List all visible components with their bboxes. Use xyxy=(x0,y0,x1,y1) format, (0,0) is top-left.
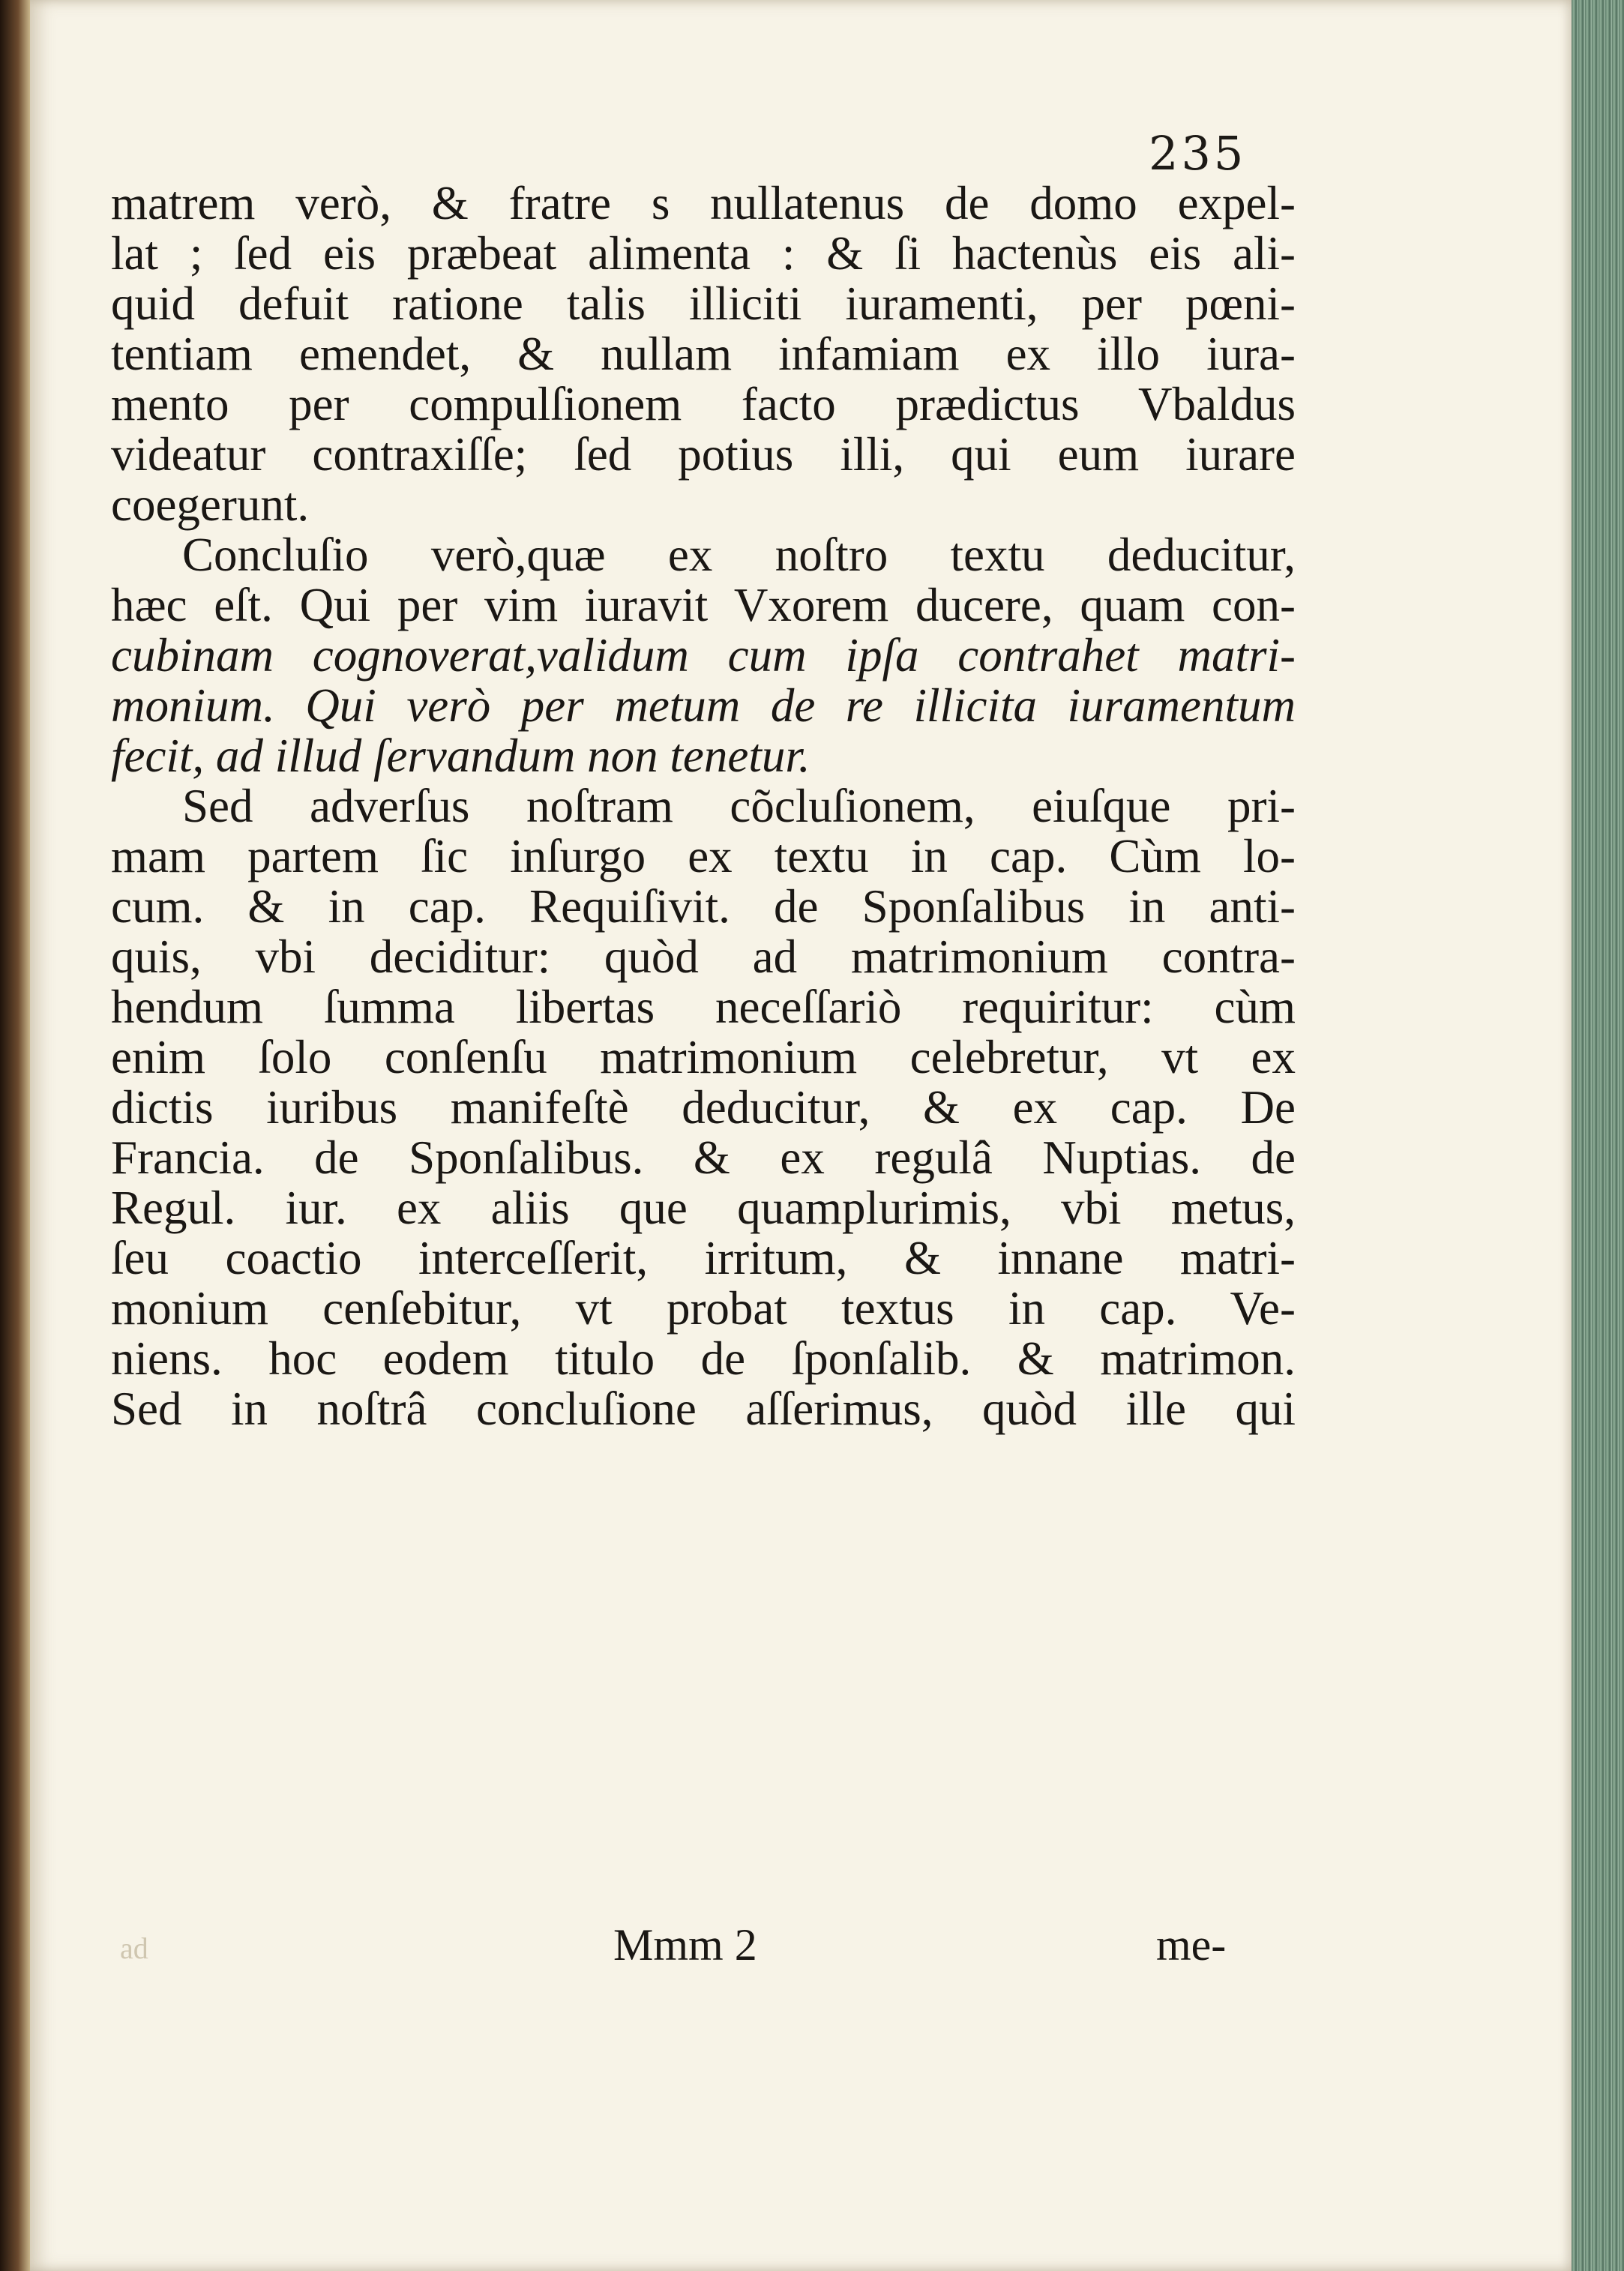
binding-edge xyxy=(0,0,30,2271)
catchword: me- xyxy=(1156,1920,1227,1970)
text-line: cum. & in cap. Requiſivit. de Sponſalibus in anti- xyxy=(111,880,1296,933)
text-line: dictis iuribus manifeſtè deducitur, & ex cap. De xyxy=(111,1081,1296,1134)
text-line: Regul. iur. ex aliis que quamplurimis, vbi metus, xyxy=(111,1182,1296,1234)
text-line: matrem verò, & fratre s nullatenus de domo expel- xyxy=(111,177,1296,229)
main-text xyxy=(111,178,1296,1434)
text-line: lat ; ſed eis præbeat alimenta : & ſi hactenùs eis ali- xyxy=(111,227,1296,280)
show-through-mark: ad xyxy=(120,1931,148,1965)
text-line: Sed adverſus noſtram cõcluſionem, eiuſque pri- xyxy=(182,780,1296,832)
text-line: tentiam emendet, & nullam infamiam ex illo iura- xyxy=(111,328,1296,380)
book-page xyxy=(30,0,1572,2271)
text-line: quis, vbi deciditur: quòd ad matrimonium contra- xyxy=(111,930,1296,983)
text-line-italic: fecit, ad illud ſervandum non tenetur. xyxy=(111,730,811,782)
text-line: monium cenſebitur, vt probat textus in cap. Ve- xyxy=(111,1282,1296,1335)
text-line: hæc eſt. Qui per vim iuravit Vxorem ducere, quam con- xyxy=(111,579,1296,631)
text-line: ſeu coactio interceſſerit, irritum, & innane matri- xyxy=(111,1232,1296,1284)
text-line: Concluſio verò,quæ ex noſtro textu deducitur, xyxy=(182,529,1296,581)
text-line: videatur contraxiſſe; ſed potius illi, qui eum iurare xyxy=(111,428,1296,481)
text-line: mento per compulſionem facto prædictus Vbaldus xyxy=(111,378,1296,430)
text-line-italic: cubinam cognoverat,validum cum ipſa contrahet matri- xyxy=(111,629,1296,682)
text-line: hendum ſumma libertas neceſſariò requiritur: cùm xyxy=(111,981,1296,1033)
text-line: Francia. de Sponſalibus. & ex regulâ Nuptias. de xyxy=(111,1131,1296,1184)
text-line: quid defuit ratione talis illiciti iuramenti, per pœni- xyxy=(111,277,1296,330)
signature-mark: Mmm 2 xyxy=(613,1920,757,1970)
text-line: coegerunt. xyxy=(111,478,310,531)
text-line: enim ſolo conſenſu matrimonium celebretur, vt ex xyxy=(111,1031,1296,1083)
text-line: mam partem ſic inſurgo ex textu in cap. Cùm lo- xyxy=(111,830,1296,882)
page-edge-stack xyxy=(1572,0,1624,2271)
text-line-italic: monium. Qui verò per metum de re illicita iuramentum xyxy=(111,679,1296,732)
page-number: 235 xyxy=(1149,126,1247,181)
text-line: niens. hoc eodem titulo de ſponſalib. & matrimon. xyxy=(111,1332,1296,1385)
text-line: Sed in noſtrâ concluſione aſſerimus, quòd ille qui xyxy=(111,1383,1296,1435)
